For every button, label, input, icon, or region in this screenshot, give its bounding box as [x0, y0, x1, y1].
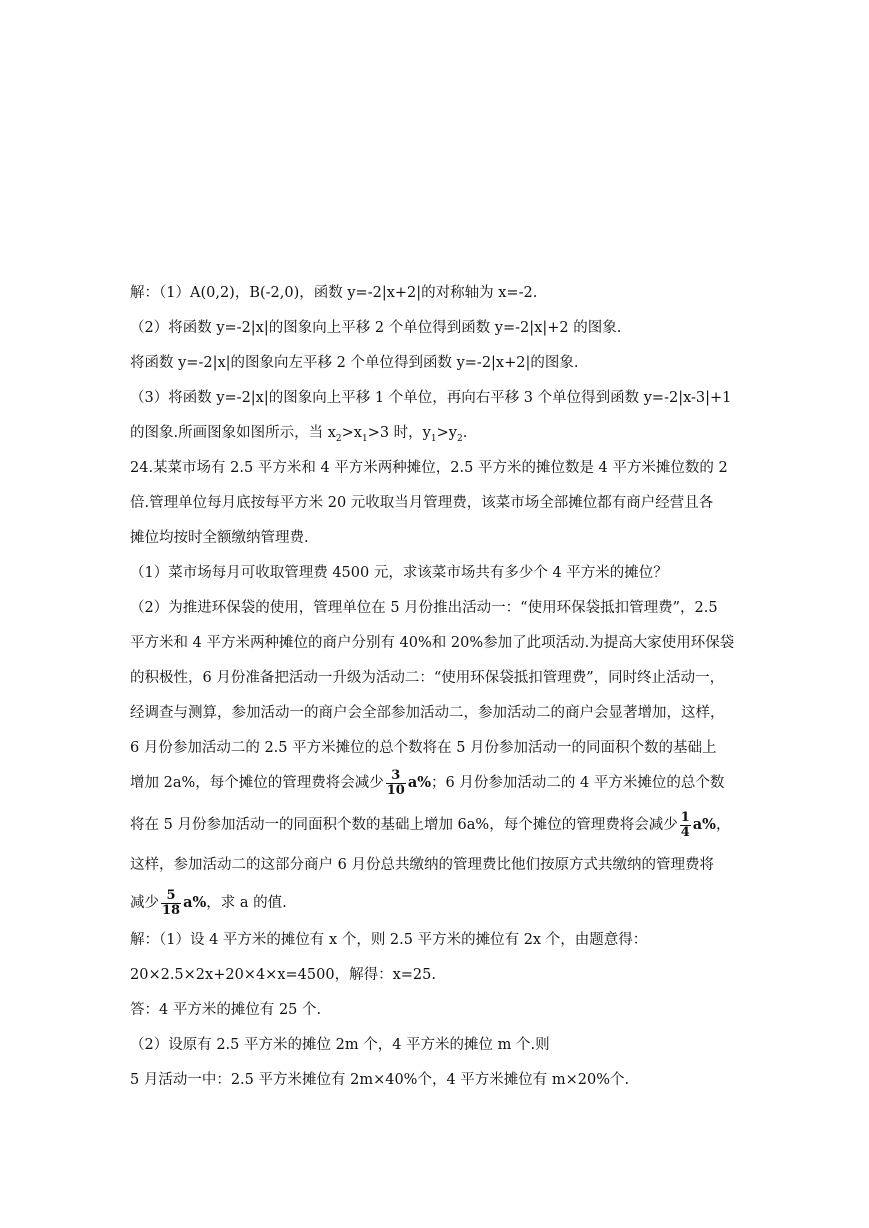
fraction-denominator: 4 — [680, 824, 690, 840]
problem-24-part-1: （1）菜市场每月可收取管理费 4500 元，求该菜市场共有多少个 4 平方米的摊位？ — [130, 565, 668, 581]
answer-line-3: 答：4 平方米的摊位有 25 个. — [130, 1002, 322, 1018]
problem-24-line-3: 摊位均按时全额缴纳管理费. — [130, 530, 309, 546]
problem-24-line-2: 倍.管理单位每月底按每平方米 20 元收取当月管理费，该菜市场全部摊位都有商户经营且各 — [130, 495, 714, 511]
fraction-numerator: 1 — [680, 809, 690, 825]
text-segment: ， — [715, 817, 731, 833]
problem-24-part-2-line-1: （2）为推进环保袋的使用，管理单位在 5 月份推出活动一：“使用环保袋抵扣管理费”，2.5 — [130, 600, 718, 616]
fraction — [161, 889, 181, 918]
text-segment: 减少 — [130, 895, 159, 911]
solution-line-3: 将函数 y=-2|x|的图象向左平移 2 个单位得到函数 y=-2|x+2|的图象. — [130, 355, 579, 371]
fraction — [386, 769, 406, 798]
fraction-numerator: 3 — [386, 769, 406, 784]
fraction-denominator: 10 — [386, 782, 405, 798]
problem-24-part-2-line-7 — [130, 810, 770, 840]
subscript: 2 — [335, 433, 342, 444]
subscript: 1 — [430, 433, 437, 444]
problem-24-line-1: 24.某菜市场有 2.5 平方米和 4 平方米两种摊位，2.5 平方米的摊位数是 4 平方米摊位数的 2 — [130, 460, 728, 476]
text-segment: 将在 5 月份参加活动一的同面积个数的基础上增加 6a%，每个摊位的管理费将会减少 — [130, 817, 678, 833]
problem-24-part-2-line-3: 的积极性，6 月份准备把活动一升级为活动二：“使用环保袋抵扣管理费”，同时终止活动一， — [130, 670, 725, 686]
solution-line-4: （3）将函数 y=-2|x|的图象向上平移 1 个单位，再向右平移 3 个单位得到函数 y=-2|x-3|+1 — [130, 390, 732, 406]
solution-line-2: （2）将函数 y=-2|x|的图象向上平移 2 个单位得到函数 y=-2|x|+2 的图象. — [130, 320, 622, 336]
problem-24-part-2-line-2: 平方米和 4 平方米两种摊位的商户分别有 40%和 20%参加了此项活动.为提高大家使用环保袋 — [130, 635, 735, 651]
fraction-suffix: a% — [183, 894, 207, 911]
answer-line-2: 20×2.5×2x+20×4×x=4500，解得：x=25. — [130, 967, 436, 983]
solution-line-5 — [130, 423, 770, 449]
solution-line-1: 解：（1）A(0,2)，B(-2,0)，函数 y=-2|x+2|的对称轴为 x=-2. — [130, 285, 538, 301]
problem-24-part-2-line-8: 这样，参加活动二的这部分商户 6 月份总共缴纳的管理费比他们按原方式共缴纳的管理费将 — [130, 857, 714, 873]
fraction-suffix: a% — [407, 774, 432, 791]
text-segment: . — [462, 425, 468, 441]
problem-24-part-2-line-6 — [130, 768, 770, 798]
problem-24-part-2-line-5: 6 月份参加活动二的 2.5 平方米摊位的总个数将在 5 月份参加活动一的同面积个数的基础上 — [130, 740, 717, 756]
fraction — [680, 811, 691, 840]
fraction-numerator: 5 — [161, 889, 181, 904]
problem-24-part-2-line-9 — [130, 888, 770, 918]
fraction-denominator: 18 — [162, 902, 181, 918]
text-segment: ，求 a 的值. — [206, 895, 287, 911]
text-segment: 增加 2a%，每个摊位的管理费将会减少 — [130, 775, 384, 791]
text-segment: >x — [341, 425, 362, 441]
fraction-suffix: a% — [692, 816, 716, 833]
subscript: 2 — [456, 433, 463, 444]
text-segment: >3 时，y — [367, 425, 431, 441]
text-segment: >y — [436, 425, 457, 441]
subscript: 1 — [361, 433, 368, 444]
problem-24-part-2-line-4: 经调查与测算，参加活动一的商户会全部参加活动二，参加活动二的商户会显著增加，这样， — [130, 705, 725, 721]
text-segment: ；6 月份参加活动二的 4 平方米摊位的总个数 — [431, 775, 725, 791]
answer-line-5: 5 月活动一中：2.5 平方米摊位有 2m×40%个，4 平方米摊位有 m×20%个. — [130, 1072, 630, 1088]
answer-line-1: 解：（1）设 4 平方米的摊位有 x 个，则 2.5 平方米的摊位有 2x 个，由题意得： — [130, 932, 648, 948]
text-segment: 的图象.所画图象如图所示，当 x — [130, 425, 336, 441]
answer-line-4: （2）设原有 2.5 平方米的摊位 2m 个，4 平方米的摊位 m 个.则 — [130, 1037, 550, 1053]
